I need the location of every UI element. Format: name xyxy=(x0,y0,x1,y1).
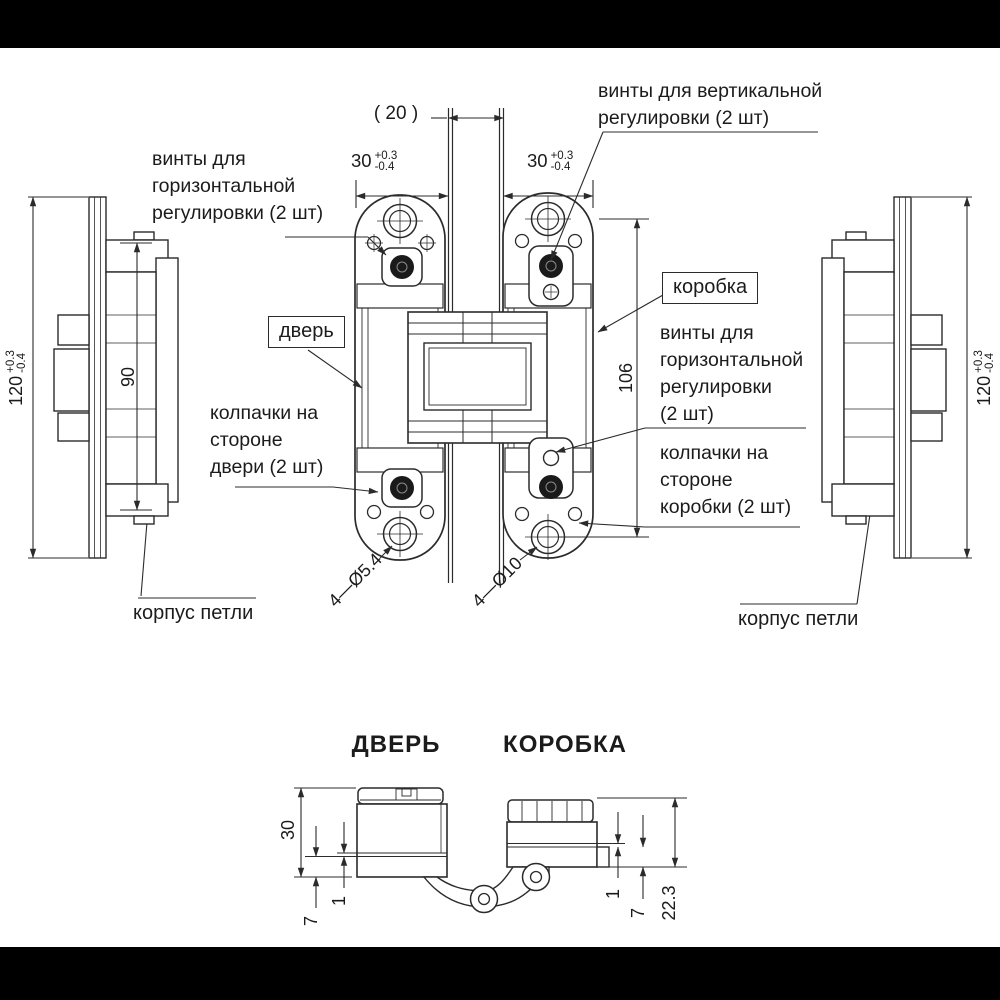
door-tag-box: дверь xyxy=(268,316,345,348)
dim-frame-depth: 7 xyxy=(627,908,648,919)
dim-overall-depth: 22.3 xyxy=(658,885,679,921)
section-heading-frame: КОРОБКА xyxy=(503,731,627,758)
dim-gap-20: ( 20 ) xyxy=(373,103,419,124)
frame-tag-box: коробка xyxy=(662,272,758,304)
dim-tolerance: +0.3 -0.4 xyxy=(374,150,398,173)
callout-line: горизонтальной xyxy=(660,349,804,371)
dim-value: 120 xyxy=(973,375,994,406)
dim-value: 30 xyxy=(527,150,548,171)
dim-frame-step: 1 xyxy=(602,889,623,900)
dim-door-thickness: 30 xyxy=(277,819,298,841)
dim-holes-door: 4—Ø5.4 xyxy=(323,548,386,611)
dim-value: 30 xyxy=(351,150,372,171)
callout-line: коробки (2 шт) xyxy=(660,496,792,518)
callout-line: (2 шт) xyxy=(660,403,714,425)
dim-plate-width-frame xyxy=(527,150,573,172)
callout-caps-door xyxy=(210,400,323,481)
letterbox-bar-top xyxy=(0,0,1000,48)
callout-line: винты для xyxy=(660,322,754,344)
dim-tolerance: +0.3 -0.4 xyxy=(5,350,28,373)
section-heading-door: ДВЕРЬ xyxy=(351,731,441,758)
callout-hinge-body-right: корпус петли xyxy=(738,608,859,630)
dim-screw-spacing: 106 xyxy=(615,362,636,394)
dim-body-length: 90 xyxy=(117,366,138,388)
dim-door-step: 1 xyxy=(328,896,349,907)
callout-horizontal-screws-right xyxy=(660,320,803,428)
callout-line: колпачки на xyxy=(210,402,319,424)
callout-line: регулировки (2 шт) xyxy=(152,202,324,224)
callout-vertical-screws xyxy=(598,78,822,132)
dim-tolerance: +0.3 -0.4 xyxy=(973,350,996,373)
dim-plate-width-door xyxy=(351,150,397,172)
callout-line: колпачки на xyxy=(660,442,769,464)
dim-holes-frame: 4—Ø10 xyxy=(467,552,526,611)
callout-caps-frame xyxy=(660,440,791,521)
letterbox-bar-bottom xyxy=(0,947,1000,1000)
dim-overall-height-left xyxy=(5,333,27,423)
dim-tolerance: +0.3 -0.4 xyxy=(550,150,574,173)
callout-line: винты для xyxy=(152,148,246,170)
dim-value: 120 xyxy=(5,375,26,406)
callout-line: стороне xyxy=(210,429,283,451)
callout-horizontal-screws-left xyxy=(152,146,323,227)
callout-hinge-body-left: корпус петли xyxy=(133,602,254,624)
dim-overall-height-right xyxy=(973,333,995,423)
callout-line: регулировки (2 шт) xyxy=(598,107,770,129)
callout-line: винты для вертикальной xyxy=(598,80,823,102)
dim-door-depth: 7 xyxy=(300,916,321,927)
callout-line: регулировки xyxy=(660,376,772,398)
callout-line: стороне xyxy=(660,469,733,491)
callout-line: горизонтальной xyxy=(152,175,296,197)
callout-line: двери (2 шт) xyxy=(210,456,324,478)
